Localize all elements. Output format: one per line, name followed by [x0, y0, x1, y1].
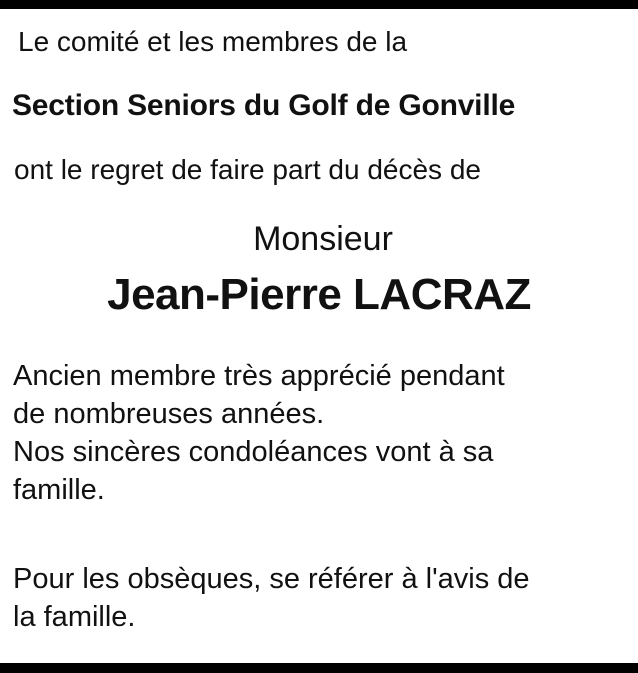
tribute-paragraph [13, 357, 623, 509]
intro-line-1: Le comité et les membres de la [18, 26, 408, 57]
bottom-border-rule [0, 663, 638, 673]
intro-line-2: ont le regret de faire part du décès de [14, 154, 481, 185]
top-border-rule [0, 0, 638, 9]
funeral-line: la famille. [13, 601, 136, 633]
honorific-title: Monsieur [253, 220, 393, 258]
tribute-line: Ancien membre très apprécié pendant [13, 360, 505, 392]
tribute-line: famille. [13, 474, 105, 506]
funeral-line: Pour les obsèques, se référer à l'avis de [13, 563, 530, 595]
organization-name: Section Seniors du Golf de Gonville [12, 89, 516, 122]
tribute-line: Nos sincères condoléances vont à sa [13, 436, 494, 468]
funeral-paragraph [13, 560, 623, 636]
deceased-name: Jean-Pierre LACRAZ [107, 270, 531, 319]
tribute-line: de nombreuses années. [13, 398, 325, 430]
